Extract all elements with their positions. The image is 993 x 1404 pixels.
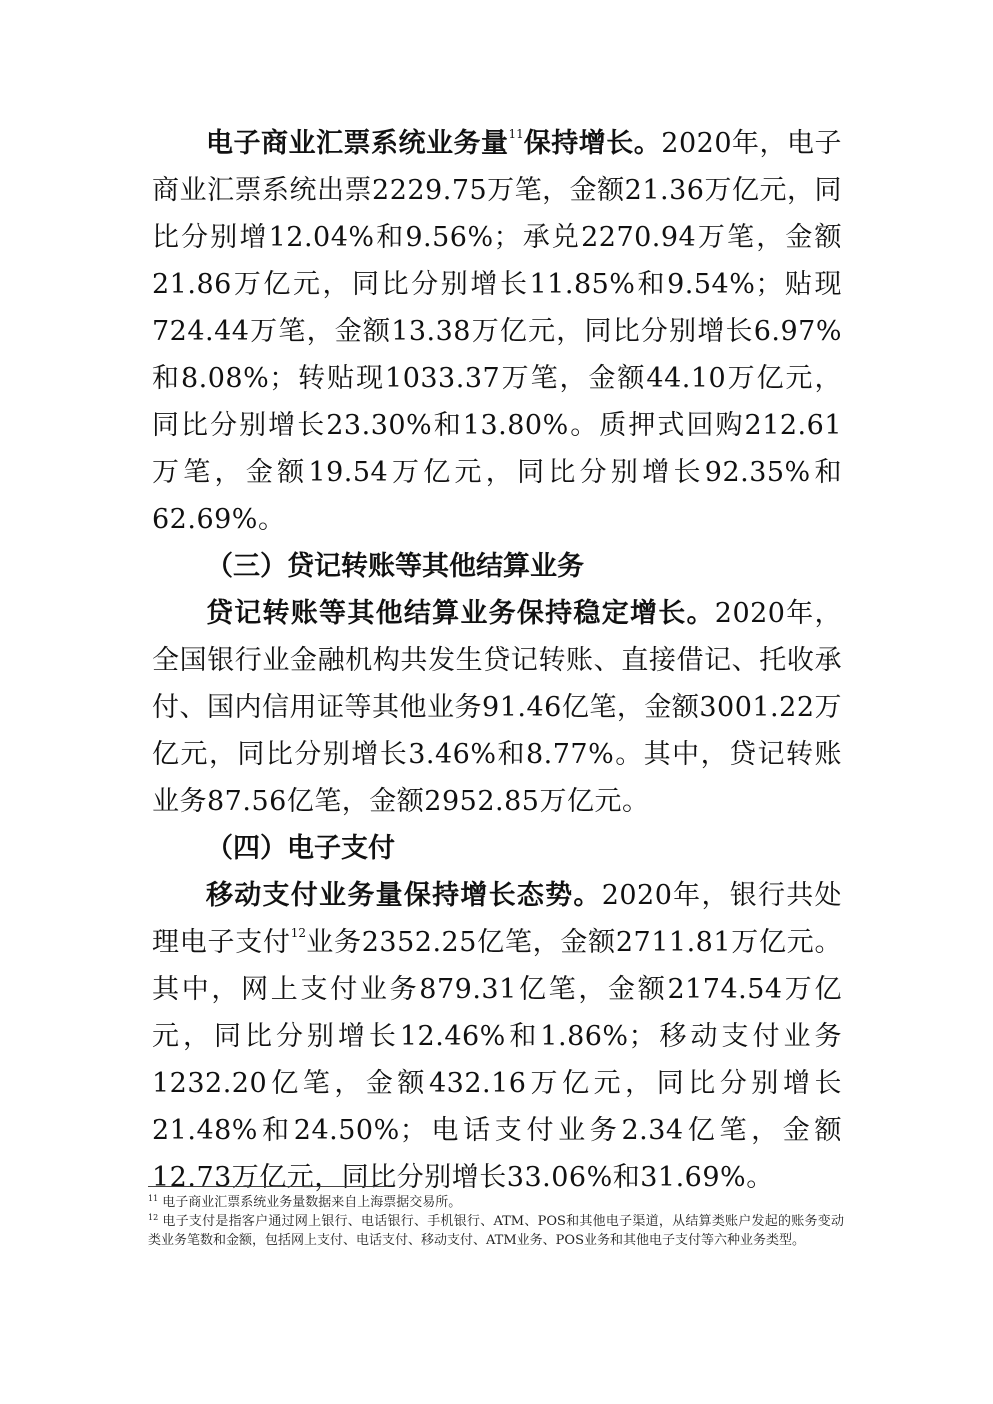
e-payment-body-text-cont: 业务2352.25亿笔，金额2711.81万亿元。其中，网上支付业务879.31亿笔，金额2174.54万亿元，同比分别增长12.46%和1.86%；移动支付业务1232.20亿笔，金额432.16万亿元，同比分别增长21.48%和24.50%；电话支付业务2.34亿笔，金额12.73万亿元，同比分别增长33.06%和31.69%。 (152, 927, 843, 1193)
section-heading-e-payment: （四）电子支付 (206, 833, 395, 864)
footnote-number: 12 (148, 1213, 159, 1222)
bill-lead-text-end: 保持增长。 (523, 128, 662, 159)
credit-transfer-lead-text: 贷记转账等其他结算业务保持稳定增长。 (206, 598, 715, 629)
footnote-text: 电子支付是指客户通过网上银行、电话银行、手机银行、ATM、POS和其他电子渠道，从结算类账户发起的账务变动类业务笔数和金额，包括网上支付、电话支付、移动支付、ATM业务、POS业务和其他电子支付等六种业务类型。 (148, 1214, 844, 1248)
credit-transfer-body-text: 2020年，全国银行业金融机构共发生贷记转账、直接借记、托收承付、国内信用证等其他业务91.46亿笔，金额3001.22万亿元，同比分别增长3.46%和8.77%。其中，贷记转账业务87.56亿笔，金额2952.85万亿元。 (152, 598, 843, 817)
footnote-divider (148, 1186, 388, 1187)
e-payment-body-text: 2020年，银行共处理电子支付 (152, 880, 843, 958)
footnote-ref-12: 12 (290, 926, 307, 940)
bill-lead-text: 电子商业汇票系统业务量 (206, 128, 509, 159)
paragraph-credit-transfer (152, 590, 842, 825)
footnote-12 (148, 1212, 844, 1250)
paragraph-e-payment (152, 872, 842, 1201)
footnotes (148, 1186, 844, 1250)
footnote-number: 11 (148, 1194, 159, 1203)
footnote-ref-11: 11 (508, 127, 524, 141)
footnote-text: 电子商业汇票系统业务量数据来自上海票据交易所。 (162, 1195, 462, 1210)
section-heading-credit-transfer: （三）贷记转账等其他结算业务 (206, 551, 584, 582)
bill-body-text: 2020年，电子商业汇票系统出票2229.75万笔，金额21.36万亿元，同比分别增12.04%和9.56%；承兑2270.94万笔，金额21.86万亿元，同比分别增长11.85%和9.54%；贴现724.44万笔，金额13.38万亿元，同比分别增长6.97%和8.08%；转贴现1033.37万笔，金额44.10万亿元，同比分别增长23.30%和13.80%。质押式回购212.61万笔，金额19.54万亿元，同比分别增长92.35%和62.69%。 (152, 128, 842, 535)
e-payment-lead-text: 移动支付业务量保持增长态势。 (206, 880, 602, 911)
footnote-11 (148, 1193, 844, 1212)
paragraph-commercial-bill (152, 120, 842, 543)
document-page (152, 120, 842, 1201)
